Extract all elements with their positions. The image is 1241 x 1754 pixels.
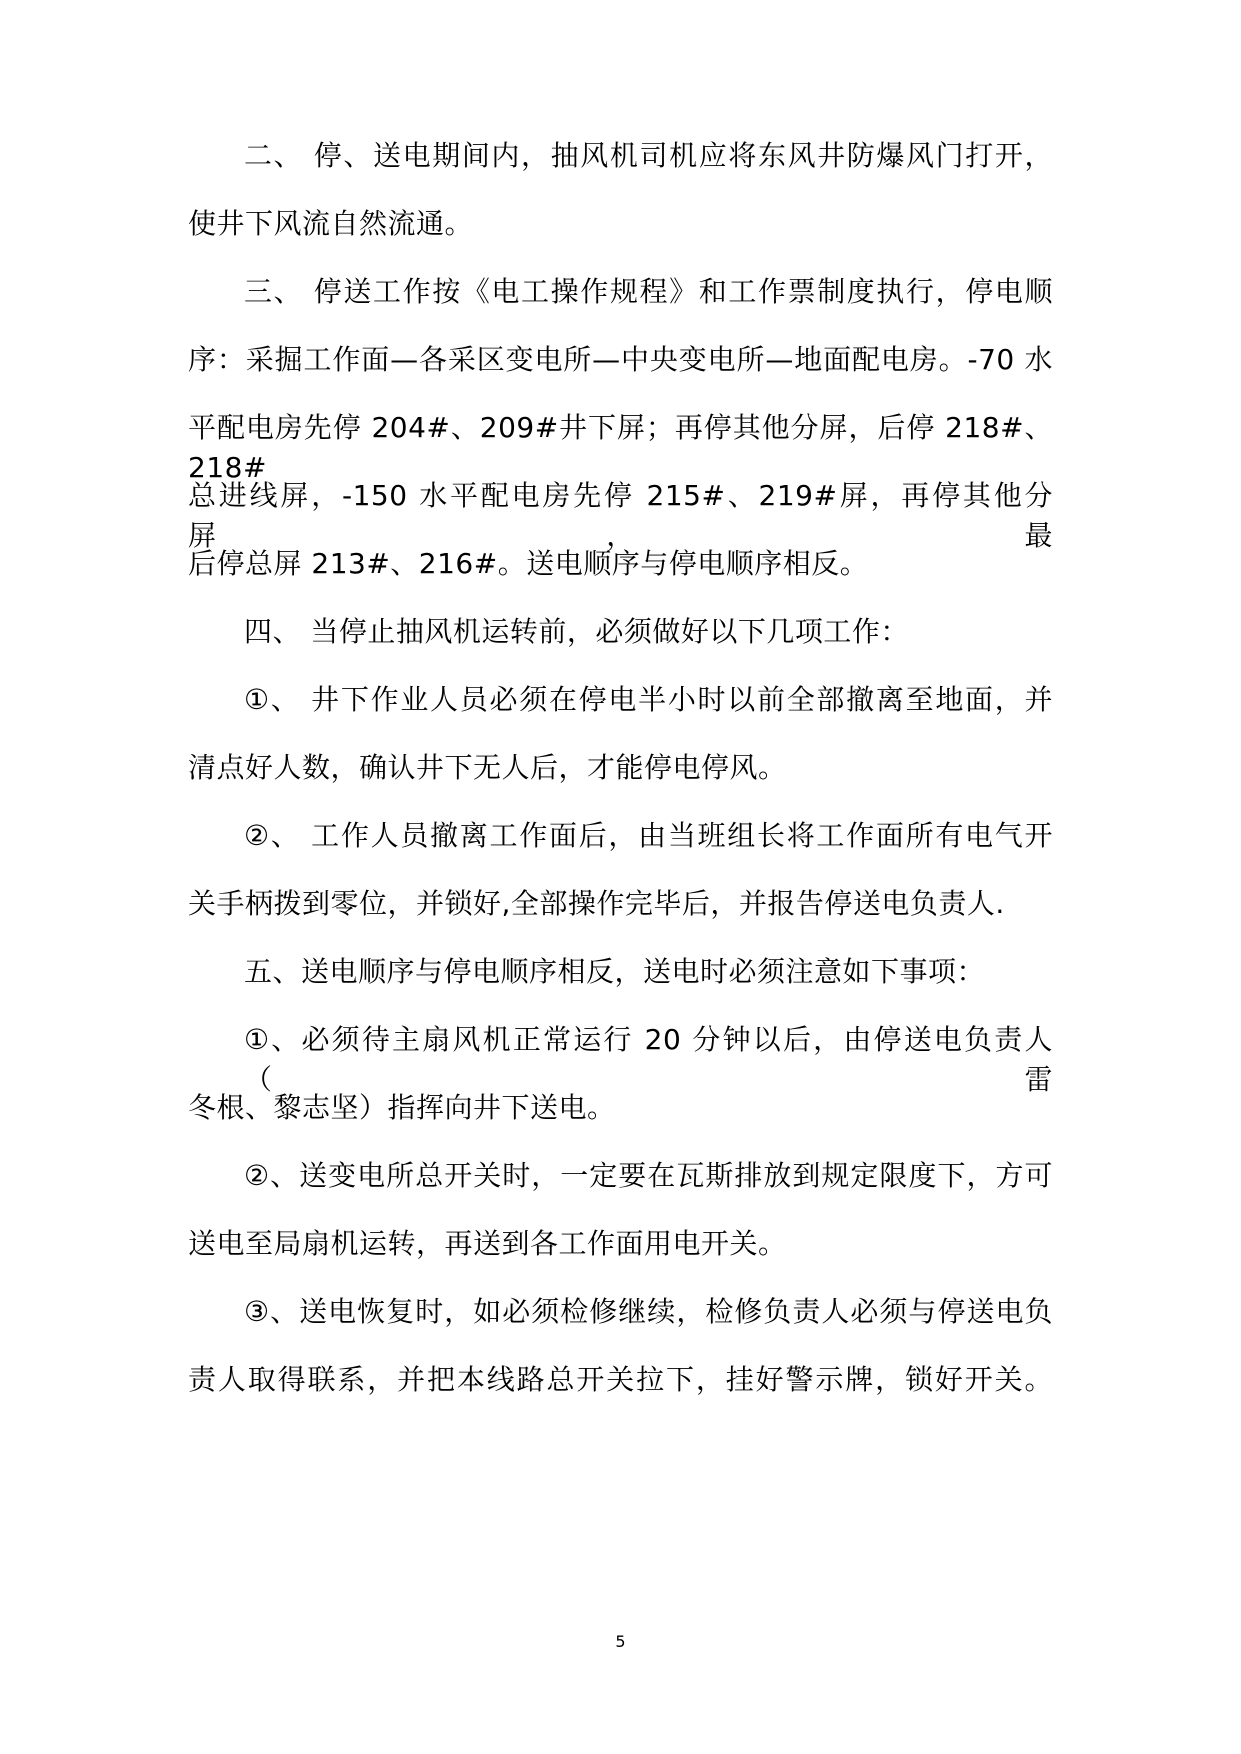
item-4-1-line-2: 清点好人数，确认井下无人后，才能停电停风。 bbox=[188, 751, 787, 784]
item-4-2-line-1: ②、 工作人员撤离工作面后，由当班组长将工作面所有电气开 bbox=[244, 819, 1053, 852]
paragraph-3-line-1: 三、 停送工作按《电工操作规程》和工作票制度执行，停电顺 bbox=[244, 275, 1053, 308]
paragraph-4-line-1: 四、 当停止抽风机运转前，必须做好以下几项工作： bbox=[244, 615, 909, 648]
paragraph-3-line-2: 序：采掘工作面—各采区变电所—中央变电所—地面配电房。-70 水 bbox=[188, 343, 1053, 376]
paragraph-2-line-1: 二、 停、送电期间内，抽风机司机应将东风井防爆风门打开， bbox=[244, 139, 1053, 172]
paragraph-5-line-1: 五、送电顺序与停电顺序相反，送电时必须注意如下事项： bbox=[244, 955, 986, 988]
item-4-2-line-2: 关手柄拨到零位，并锁好,全部操作完毕后，并报告停送电负责人. bbox=[188, 887, 1005, 920]
item-4-1-line-1: ①、 井下作业人员必须在停电半小时以前全部撤离至地面，并 bbox=[244, 683, 1053, 716]
paragraph-3-line-4: 总进线屏，-150 水平配电房先停 215#、219#屏，再停其他分屏，最 bbox=[188, 479, 1053, 552]
item-5-1-line-1: ①、必须待主扇风机正常运行 20 分钟以后，由停送电负责人（雷 bbox=[244, 1023, 1053, 1096]
paragraph-3-line-3: 平配电房先停 204#、209#井下屏；再停其他分屏，后停 218#、218# bbox=[188, 411, 1053, 484]
item-5-1-line-2: 冬根、黎志坚）指挥向井下送电。 bbox=[188, 1091, 616, 1124]
item-5-3-line-2: 责人取得联系，并把本线路总开关拉下，挂好警示牌，锁好开关。 bbox=[188, 1363, 1053, 1396]
item-5-2-line-2: 送电至局扇机运转，再送到各工作面用电开关。 bbox=[188, 1227, 787, 1260]
page-number: 5 bbox=[615, 1632, 626, 1651]
paragraph-3-line-5: 后停总屏 213#、216#。送电顺序与停电顺序相反。 bbox=[188, 547, 869, 580]
paragraph-2-line-2: 使井下风流自然流通。 bbox=[188, 207, 474, 240]
item-5-3-line-1: ③、送电恢复时，如必须检修继续，检修负责人必须与停送电负 bbox=[244, 1295, 1053, 1328]
item-5-2-line-1: ②、送变电所总开关时，一定要在瓦斯排放到规定限度下，方可 bbox=[244, 1159, 1053, 1192]
